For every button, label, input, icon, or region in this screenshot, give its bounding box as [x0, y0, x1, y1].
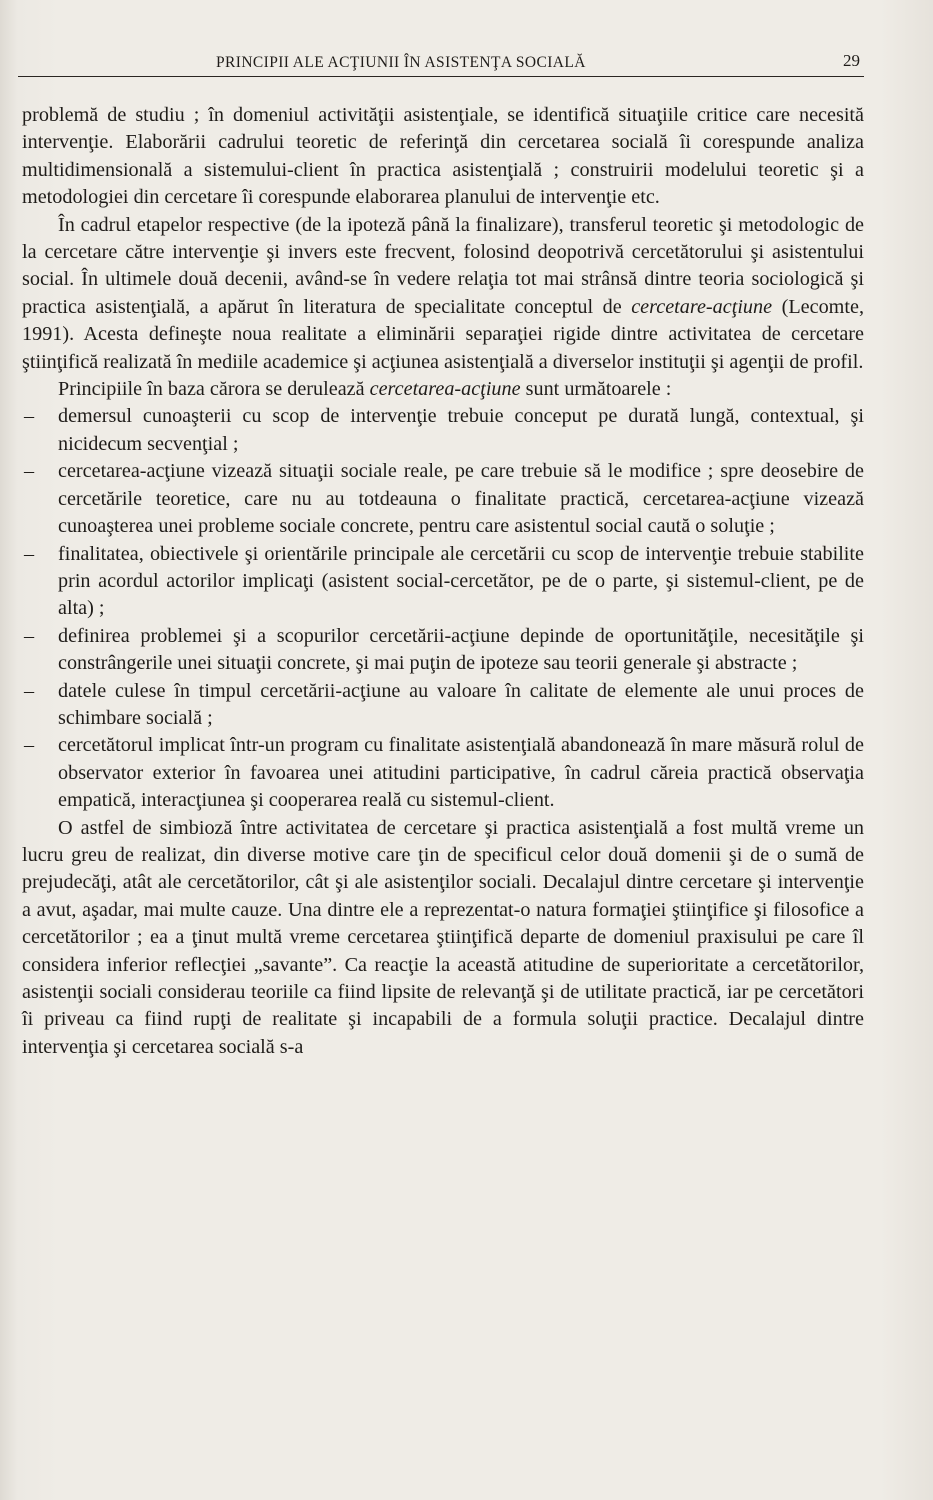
dash-marker: – [24, 542, 35, 565]
page-header [18, 50, 864, 77]
list-item-text: definirea problemei şi a scopurilor cercetării-acţiune depinde de oportunităţile, necesităţile şi constrângerile unei situaţii concrete, şi mai puţin de ipoteze sau teorii generale şi abstracte ; [58, 624, 864, 675]
list-item-text: cercetarea-acţiune vizează situaţii sociale reale, pe care trebuie să le modifice ; spre deosebire de cercetările teoretice, care nu au totdeauna o finalitate practică, cercetarea-acţiune vizează cunoaşterea unei probleme sociale concrete, pentru care asistentul social caută o soluţie ; [58, 460, 864, 538]
paragraph-1: problemă de studiu ; în domeniul activităţii asistenţiale, se identifică situaţiile critice care necesită intervenţie. Elaborării cadrului teoretic de referinţă din cercetarea socială îi corespunde analiza multidimensională a sistemului-client în practica asistenţială ; construirii modelului teoretic şi a metodologiei din cercetare îi corespunde elaborarea planului de intervenţie etc. [22, 104, 864, 209]
list-item-text: demersul cunoaşterii cu scop de intervenţie trebuie conceput pe durată lungă, contextual, şi nicidecum secvenţial ; [58, 405, 864, 455]
page-number: 29 [843, 51, 860, 70]
paragraph-2-text-a: În cadrul etapelor respective (de la ipoteză până la finalizare), transferul teoretic şi metodologic de la cercetare către intervenţie şi invers este frecvent, folosind deopotrivă cercetătorului şi asistentului social. În ultimele două decenii, având-se în vedere relaţia tot mai strânsă dintre teoria sociologică şi practica asistenţială, a apărut în literatura de specialitate conceptul de [22, 213, 864, 318]
paragraph-4: O astfel de simbioză între activitatea de cercetare şi practica asistenţială a fost multă vreme un lucru greu de realizat, din diverse motive care ţin de specificul celor două domenii şi de o sumă de prejudecăţi, atât ale cercetătorilor, cât şi ale asistenţilor sociali. Decalajul dintre cercetare şi intervenţie a avut, aşadar, mai multe cauze. Una dintre ele a reprezentat-o natura formaţiei ştiinţifice şi filosofice a cercetătorilor ; ea a ţinut multă vreme cercetarea ştiinţifică departe de domeniul praxisului pe care îl considera inferior reflecţiei „savante”. Ca reacţie la această atitudine de superioritate a cercetătorilor, asistenţii sociali considerau teoriile ca fiind lipsite de relevanţă şi de utilitate practică, iar pe cercetători îi priveau ca fiind rupţi de realitate şi incapabili de a formula soluţii practice. Decalajul dintre intervenţia şi cercetarea socială s-a [22, 816, 864, 1058]
dash-marker: – [24, 624, 35, 647]
list-item-text: datele culese în timpul cercetării-acţiune au valoare în calitate de elemente ale unui proces de schimbare socială ; [58, 679, 864, 729]
body-text [22, 102, 864, 1061]
list-item-text: finalitatea, obiectivele şi orientările principale ale cercetării cu scop de intervenţie trebuie stabilite prin acordul actorilor implicaţi (asistent social-cercetător, pe de o parte, şi sistemul-client, pe de alta) ; [58, 542, 864, 620]
list-item [22, 678, 864, 733]
dash-marker: – [24, 679, 35, 702]
principles-list [22, 403, 864, 814]
list-item-text: cercetătorul implicat într-un program cu finalitate asistenţială abandonează în mare măsură rolul de observator exterior în favoarea unei atitudini participative, în cadrul căreia practică observaţia empatică, interacţiunea şi cooperarea reală cu sistemul-client. [58, 734, 864, 812]
paragraph-2 [22, 212, 864, 376]
paragraph-3-text-a: Principiile în baza cărora se derulează [58, 378, 370, 401]
list-item [22, 403, 864, 458]
dash-marker: – [24, 405, 35, 428]
paragraph-3-term: cercetarea-acţiune [369, 378, 521, 401]
running-head: PRINCIPII ALE ACŢIUNII ÎN ASISTENŢA SOCIALĂ [216, 54, 586, 71]
paragraph-3 [22, 376, 864, 403]
dash-marker: – [24, 734, 35, 757]
list-item [22, 732, 864, 814]
paragraph-2-text-b: (Lecomte, 1991). Acesta defineşte noua realitate a eliminării separaţiei rigide dintre activitatea de cercetare ştiinţifică realizată în mediile academice şi acţiunea asistenţială a diverselor instituţii şi agenţii de profil. [22, 295, 864, 373]
list-item [22, 541, 864, 623]
list-item [22, 458, 864, 540]
paragraph-2-term: cercetare-acţiune [631, 295, 773, 318]
list-item [22, 623, 864, 678]
paragraph-3-text-b: sunt următoarele : [520, 378, 672, 401]
dash-marker: – [24, 460, 35, 483]
